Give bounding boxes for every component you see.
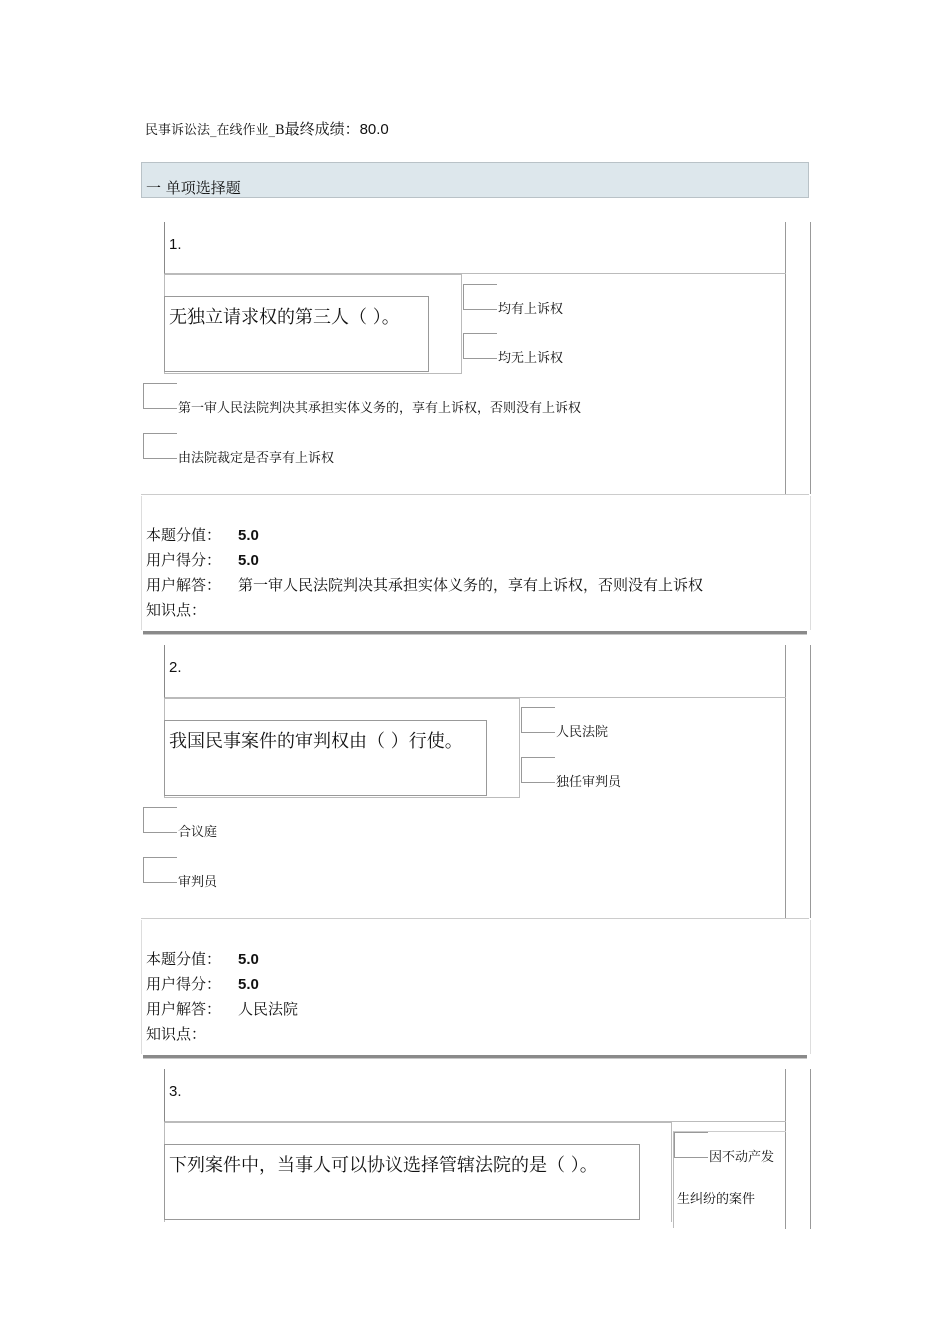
- final-score-label: 最终成绩：: [284, 120, 360, 138]
- option-label: 由法院裁定是否享有上诉权: [178, 451, 335, 466]
- option-label: 独任审判员: [556, 775, 622, 790]
- option-label: 均有上诉权: [498, 302, 564, 317]
- option-radio[interactable]: [143, 807, 177, 833]
- question-frame-border: [785, 645, 811, 918]
- question-stem-box: [164, 720, 487, 796]
- question-stem: 我国民事案件的审判权由（ ）行使。: [169, 731, 463, 752]
- option-radio[interactable]: [143, 383, 177, 409]
- section-header: [141, 162, 809, 198]
- document-title: [145, 118, 389, 139]
- option-label: 第一审人民法院判决其承担实体义务的，享有上诉权，否则没有上诉权: [178, 401, 582, 416]
- score-value-row: 本题分值： 5.0: [146, 950, 259, 968]
- option-label: 均无上诉权: [498, 351, 564, 366]
- question-number: 1.: [169, 236, 182, 253]
- final-score-value: 80.0: [359, 121, 389, 138]
- option-radio[interactable]: [521, 707, 555, 733]
- user-score: 5.0: [238, 552, 259, 569]
- question-frame-border: [785, 1069, 811, 1229]
- option-radio[interactable]: [463, 333, 497, 359]
- course-title: 民事诉讼法_在线作业_B: [145, 123, 285, 138]
- option-label: 合议庭: [178, 825, 218, 840]
- option-radio[interactable]: [674, 1132, 708, 1158]
- score-panel: [141, 496, 811, 630]
- score-value-row: 本题分值： 5.0: [146, 526, 259, 544]
- question-stem-box: [164, 1144, 640, 1220]
- knowledge-point-row: 知识点：: [146, 601, 207, 619]
- question-number-box: [164, 222, 786, 274]
- question-stem: 下列案件中，当事人可以协议选择管辖法院的是（ ）。: [169, 1155, 598, 1176]
- user-answer-row: 用户解答： 第一审人民法院判决其承担实体义务的，享有上诉权，否则没有上诉权: [146, 576, 704, 594]
- user-score: 5.0: [238, 976, 259, 993]
- user-score-row: 用户得分： 5.0: [146, 551, 259, 569]
- option-label: 审判员: [178, 875, 218, 890]
- user-score-row: 用户得分： 5.0: [146, 975, 259, 993]
- question-number-box: [164, 1069, 786, 1122]
- option-radio[interactable]: [521, 757, 555, 783]
- option-label: 人民法院: [556, 725, 609, 740]
- options-divider: [141, 918, 809, 919]
- score-value: 5.0: [238, 951, 259, 968]
- user-answer: 第一审人民法院判决其承担实体义务的，享有上诉权，否则没有上诉权: [238, 576, 704, 594]
- question-separator: [143, 1055, 807, 1059]
- score-value: 5.0: [238, 527, 259, 544]
- option-radio[interactable]: [143, 433, 177, 459]
- score-panel: [141, 920, 811, 1054]
- option-label-continued: 生纠纷的案件: [677, 1192, 756, 1207]
- user-answer-row: 用户解答： 人民法院: [146, 1000, 299, 1018]
- options-divider: [141, 494, 809, 495]
- option-radio[interactable]: [463, 284, 497, 310]
- user-answer: 人民法院: [238, 1000, 299, 1018]
- question-stem-box: [164, 296, 429, 372]
- question-separator: [143, 631, 807, 635]
- option-radio[interactable]: [143, 857, 177, 883]
- knowledge-point-row: 知识点：: [146, 1025, 207, 1043]
- question-frame-border: [785, 222, 811, 494]
- option-a[interactable]: [673, 1131, 786, 1228]
- option-label: 因不动产发: [709, 1150, 775, 1165]
- section-title: 一 单项选择题: [146, 179, 241, 197]
- question-number: 3.: [169, 1083, 182, 1100]
- question-number: 2.: [169, 659, 182, 676]
- question-stem: 无独立请求权的第三人（ ）。: [169, 307, 400, 328]
- question-number-box: [164, 645, 786, 698]
